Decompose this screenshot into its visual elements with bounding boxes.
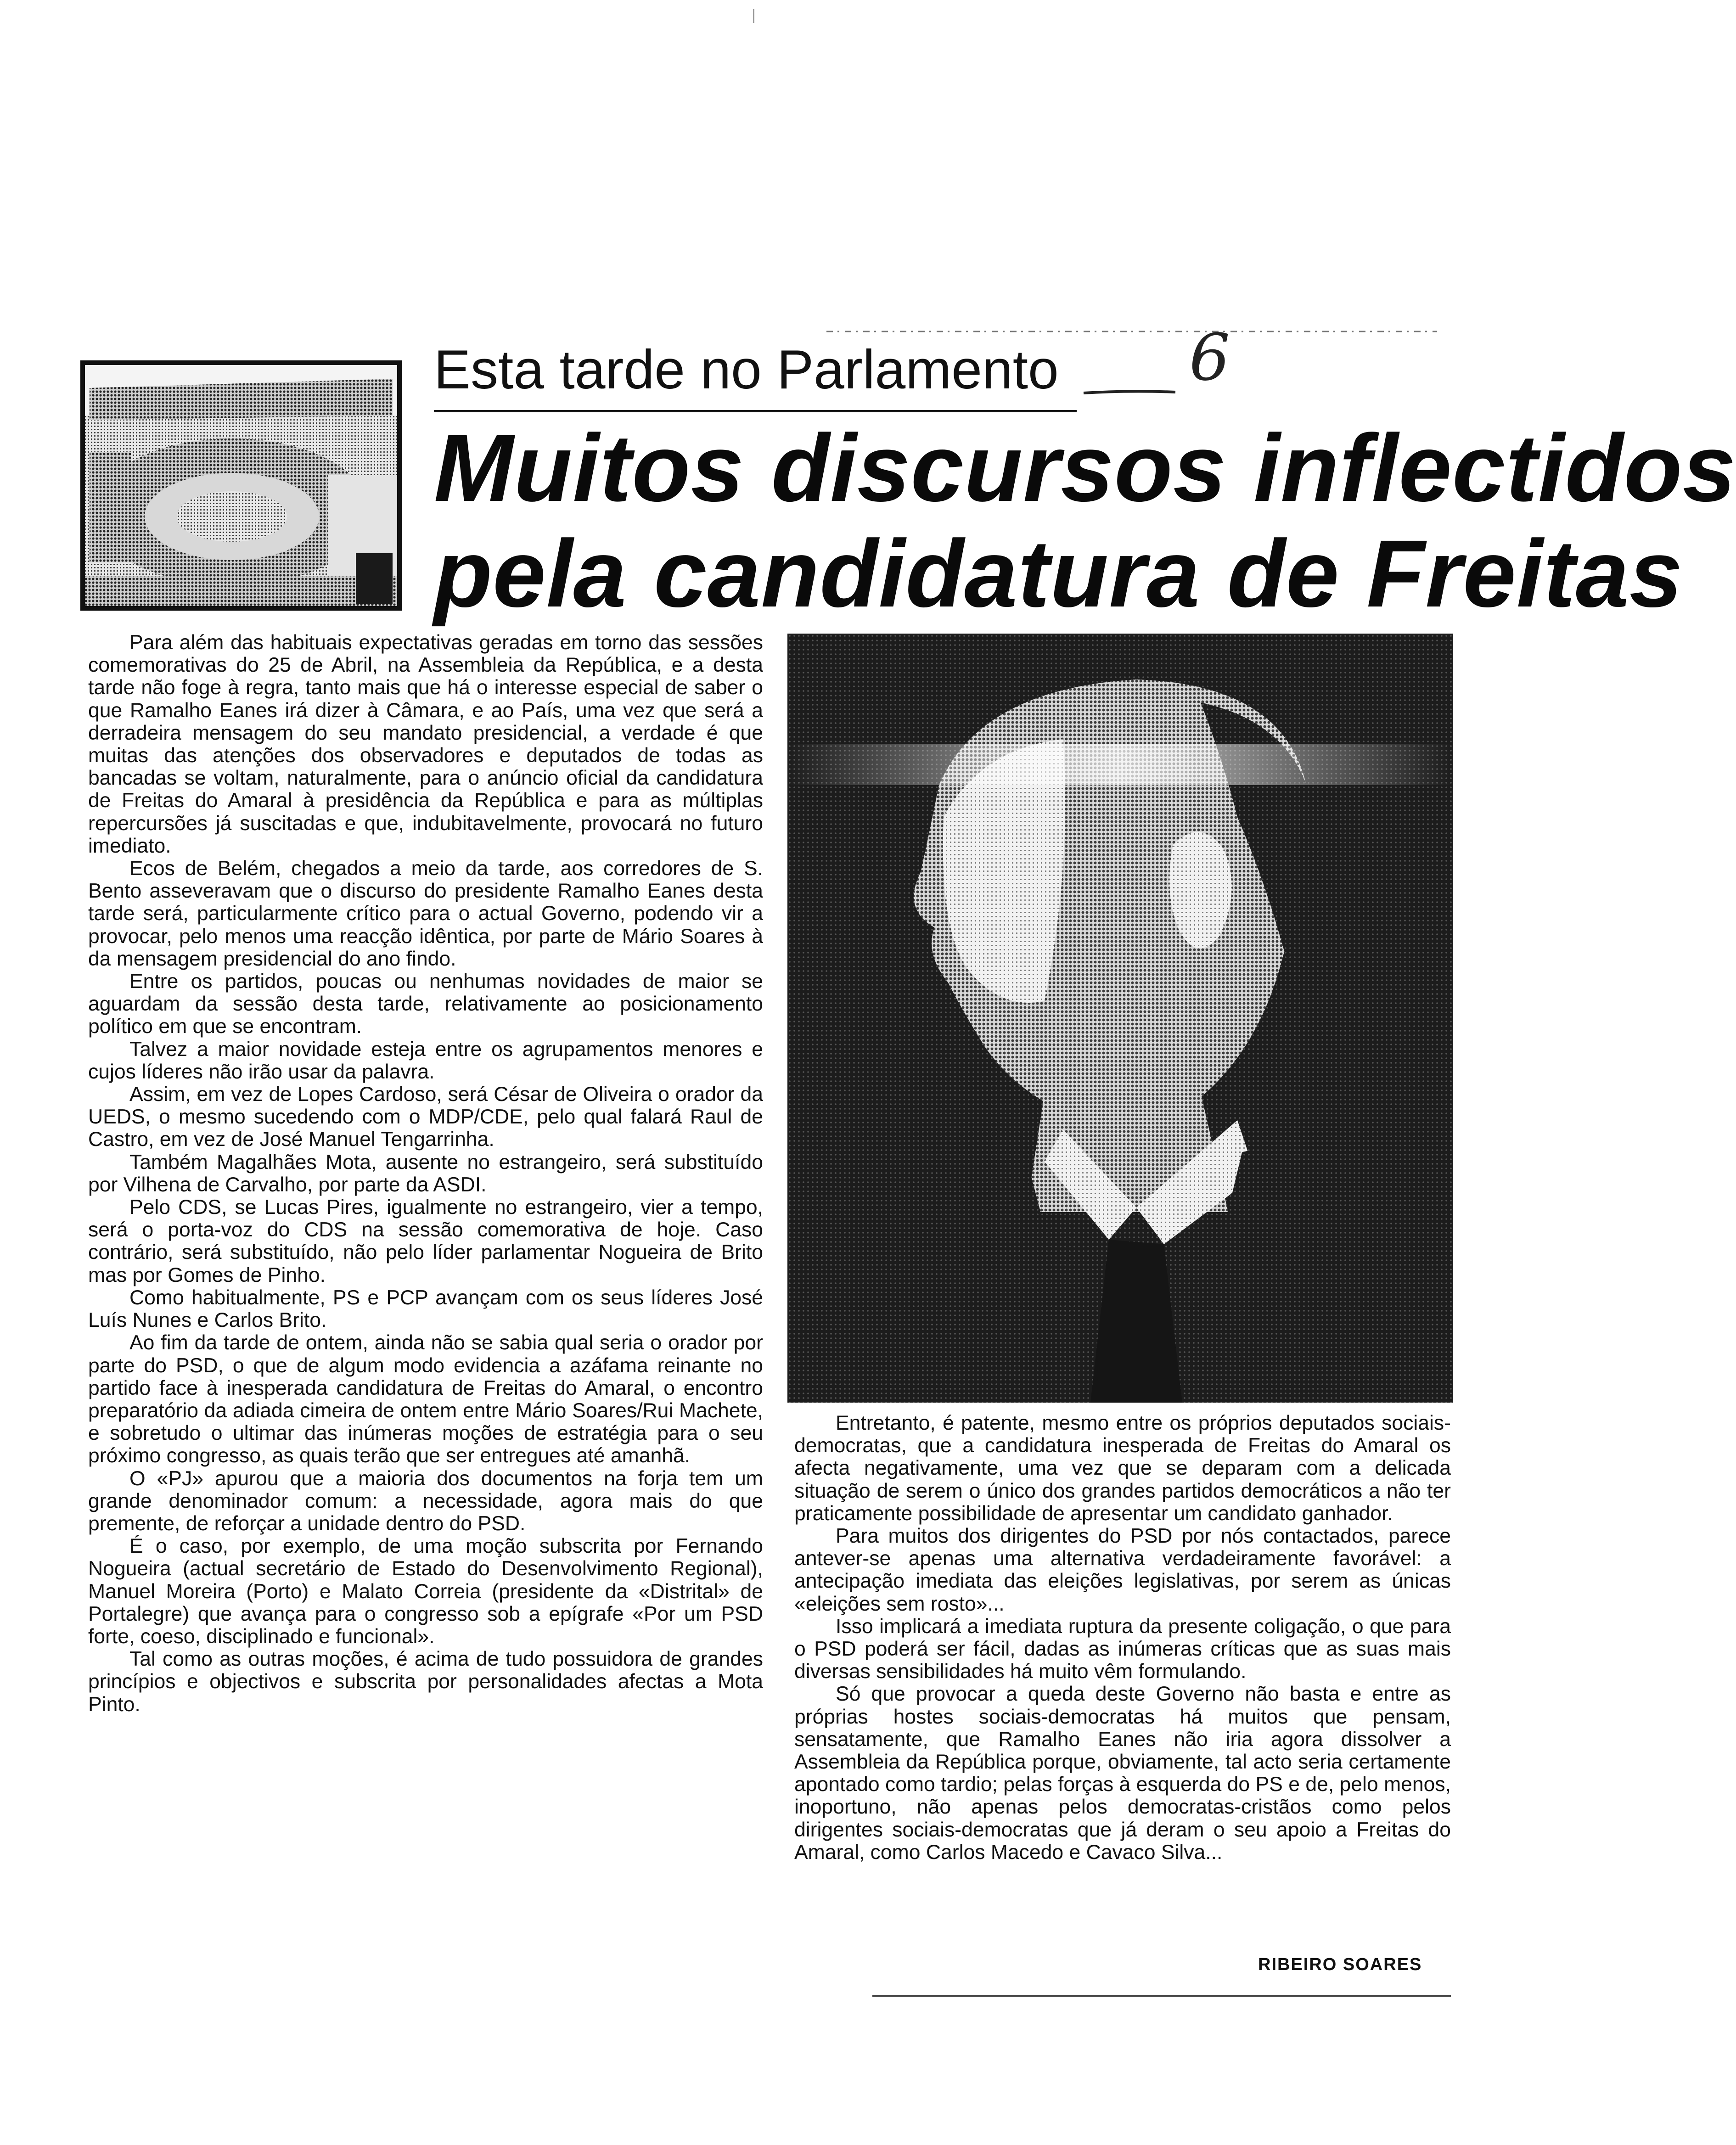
body-paragraph: É o caso, por exemplo, de uma moção subscrita por Fernando Nogueira (actual secretário de Estado do Desenvolvimento Regional), Manuel Moreira (Porto) e Malato Correia (presidente da «Distrital» de Portalegre) que avança para o congresso sob a epígrafe «Por um PSD forte, coeso, disciplinado e funcional». <box>88 1535 763 1648</box>
kicker-underline <box>434 410 1077 412</box>
body-paragraph: Só que provocar a queda deste Governo não basta e entre as próprias hostes sociais-democratas há muitos que pensam, sensatamente, que Ramalho Eanes não iria agora dissolver a Assembleia da República porque, obviamente, tal acto seria certamente apontado como tardio; pelas forças à esquerda do PS e de, pelo menos, inoportuno, não apenas pelos democratas-cristãos como pelos dirigentes sociais-democratas que já deram o seu apoio a Freitas do Amaral, como Carlos Macedo e Cavaco Silva... <box>794 1683 1451 1864</box>
author-byline: RIBEIRO SOARES <box>1258 1955 1422 1974</box>
scan-mark <box>753 9 754 23</box>
parliament-chamber-photo <box>80 360 402 611</box>
body-paragraph: Tal como as outras moções, é acima de tudo possuidora de grandes princípios e objectivos e subscrita por personalidades afectas a Mota Pinto. <box>88 1648 763 1716</box>
body-paragraph: Assim, em vez de Lopes Cardoso, será César de Oliveira o orador da UEDS, o mesmo sucedendo com o MDP/CDE, pelo qual falará Raul de Castro, em vez de José Manuel Tengarrinha. <box>88 1083 763 1151</box>
article-body-left-column <box>88 631 763 1716</box>
scan-noise-line <box>826 321 1437 340</box>
body-paragraph: Isso implicará a imediata ruptura da presente coligação, o que para o PSD poderá ser fácil, dadas as inúmeras críticas que as suas mais diversas sensibilidades há muito vêm formulando. <box>794 1615 1451 1683</box>
section-kicker: Esta tarde no Parlamento <box>434 339 1059 400</box>
body-paragraph: Ao fim da tarde de ontem, ainda não se sabia qual seria o orador por parte do PSD, o que de algum modo evidencia a azáfama reinante no partido face à inesperada candidatura de Freitas do Amaral, o encontro preparatório da adiada cimeira de ontem entre Mário Soares/Rui Machete, e sobretudo o ultimar das inúmeras moções de estratégia para o seu próximo congresso, as quais terão que ser entregues até amanhã. <box>88 1331 763 1467</box>
article-body-right-column <box>794 1412 1451 1864</box>
handwritten-page-number: 6 <box>1189 320 1230 395</box>
headline-line-1: Muitos discursos inflectidos <box>434 415 1736 522</box>
body-paragraph: Entretanto, é patente, mesmo entre os próprios deputados sociais-democratas, que a candidatura inesperada de Freitas do Amaral os afecta negativamente, uma vez que se deparam com a delicada situação de serem o único dos grandes partidos democráticos a não ter praticamente possibilidade de apresentar um candidato ganhador. <box>794 1412 1451 1525</box>
body-paragraph: Também Magalhães Mota, ausente no estrangeiro, será substituído por Vilhena de Carvalho, por parte da ASDI. <box>88 1151 763 1196</box>
bottom-rule <box>872 1995 1451 1997</box>
body-paragraph: Para além das habituais expectativas geradas em torno das sessões comemorativas do 25 de Abril, na Assembleia da República, e a desta tarde não foge à regra, tanto mais que há o interesse especial de saber o que Ramalho Eanes irá dizer à Câmara, e ao País, uma vez que será a derradeira mensagem do seu mandato presidencial, a verdade é que muitas das atenções dos observadores e deputados de todas as bancadas se voltam, naturalmente, para o anúncio oficial da candidatura de Freitas do Amaral à presidência da República e para as múltiplas repercursões já suscitadas e que, indubitavelmente, provocará no futuro imediato. <box>88 631 763 857</box>
headline-line-2: pela candidatura de Freitas <box>434 521 1683 627</box>
body-paragraph: Talvez a maior novidade esteja entre os agrupamentos menores e cujos líderes não irão usar da palavra. <box>88 1038 763 1083</box>
portrait-photo <box>787 634 1453 1403</box>
body-paragraph: Ecos de Belém, chegados a meio da tarde, aos corredores de S. Bento asseveravam que o discurso do presidente Ramalho Eanes desta tarde será, particularmente crítico para o actual Governo, podendo vir a provocar, pelo menos uma reacção idêntica, por parte de Mário Soares à da mensagem presidencial do ano findo. <box>88 857 763 970</box>
handwritten-dash <box>1084 390 1175 395</box>
body-paragraph: Pelo CDS, se Lucas Pires, igualmente no estrangeiro, vier a tempo, será o porta-voz do CDS na sessão comemorativa de hoje. Caso contrário, será substituído, não pelo líder parlamentar Nogueira de Brito mas por Gomes de Pinho. <box>88 1196 763 1286</box>
body-paragraph: Entre os partidos, poucas ou nenhumas novidades de maior se aguardam da sessão desta tarde, relativamente ao posicionamento político em que se encontram. <box>88 970 763 1038</box>
body-paragraph: O «PJ» apurou que a maioria dos documentos na forja tem um grande denominador comum: a necessidade, agora mais do que premente, de reforçar a unidade dentro do PSD. <box>88 1467 763 1535</box>
body-paragraph: Para muitos dos dirigentes do PSD por nós contactados, parece antever-se apenas uma alternativa verdadeiramente favorável: a antecipação imediata das eleições legislativas, por serem as únicas «eleições sem rosto»... <box>794 1525 1451 1615</box>
body-paragraph: Como habitualmente, PS e PCP avançam com os seus líderes José Luís Nunes e Carlos Brito. <box>88 1286 763 1332</box>
